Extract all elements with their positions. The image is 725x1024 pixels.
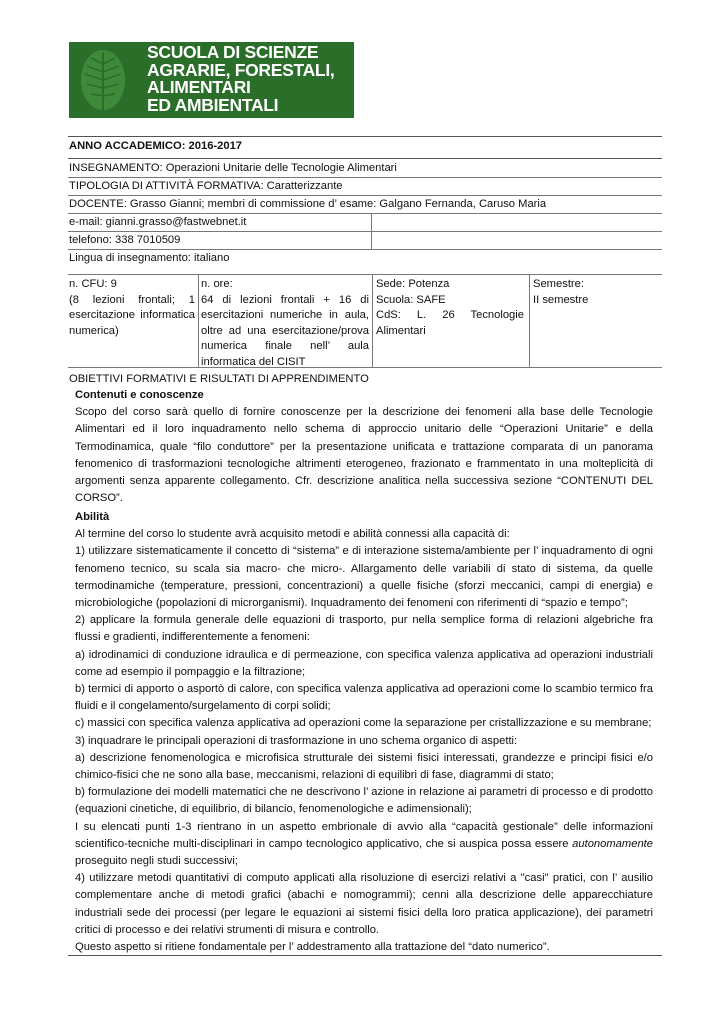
language: Lingua di insegnamento: italiano — [69, 252, 230, 264]
abilita-intro: Al termine del corso lo studente avrà acquisito metodi e abilità connessi alla capacità di: — [75, 528, 510, 541]
cfu-cell: n. CFU: 9 (8 lezioni frontali; 1 esercitazione informatica numerica) — [69, 278, 195, 337]
location-cell: Sede: Potenza Scuola: SAFE CdS: L. 26 Tecnologie Alimentari — [376, 278, 524, 337]
divider — [372, 275, 373, 367]
final-note: Questo aspetto si ritiene fondamentale per l’ addestramento alla trattazione del “dato numerico”. — [75, 941, 550, 954]
academic-year: ANNO ACCADEMICO: 2016-2017 — [69, 140, 243, 152]
course-name: INSEGNAMENTO: Operazioni Unitarie delle Tecnologie Alimentari — [68, 160, 662, 178]
abilita-point-2a: a) idrodinamici di conduzione idraulica e di permeazione, con specifica valenza applicativa ad operazioni industriali come ad esempio il pompaggio e la filtrazione; — [75, 648, 653, 678]
abilita-point-3: 3) inquadrare le principali operazioni di trasformazione in uno schema organico di aspetti: — [75, 734, 518, 747]
divider — [371, 213, 372, 250]
semester-cell: Semestre: II semestre — [533, 278, 589, 306]
divider — [68, 158, 662, 159]
school-name: SCUOLA DI SCIENZE AGRARIE, FORESTALI, ALIMENTARI ED AMBIENTALI — [147, 42, 335, 115]
divider — [198, 275, 199, 367]
email: e-mail: gianni.grasso@fastwebnet.it — [68, 214, 662, 232]
divider — [68, 955, 662, 956]
abilita-point-2: 2) applicare la formula generale delle equazioni di trasporto, pur nella semplice forma di relazioni algebriche fra flussi e gradienti, indifferentemente a fenomeni: — [75, 614, 653, 644]
contenuti-heading: Contenuti e conoscenze — [75, 389, 204, 401]
contenuti-text: Scopo del corso sarà quello di fornire conoscenze per la descrizione dei fenomeni alla base delle Tecnologie Alimentari ed il loro inquadramento nello schema di approccio unitario delle “Operazioni Unitarie” e della Termodinamica, quale “filo conduttore” per la presentazione unificata e trattazione comparata di un panorama fenomenico di trasformazioni tecnologiche altrimenti eterogeneo, frazionato e frammentato in una molteplicità di argomenti senza apparente collegamento. Cfr. descrizione analitica nella successiva sezione “CONTENUTI DEL CORSO”. — [75, 406, 653, 505]
abilita-point-2b: b) termici di apporto o asportò di calore, con specifica valenza applicativa ad operazioni come lo scambio termico fra fluidi e il congelamento/surgelamento di corpi solidi; — [75, 683, 653, 713]
abilita-section — [75, 509, 653, 956]
hours-cell: n. ore: 64 di lezioni frontali + 16 di esercitazioni numeriche in aula, oltre ad una esercitazione/prova numerica finale nell’ aula informatica del CISIT — [201, 278, 369, 368]
section-title: OBIETTIVI FORMATIVI E RISULTATI DI APPRENDIMENTO — [69, 373, 369, 385]
abilita-point-1: 1) utilizzare sistematicamente il concetto di “sistema” e di interazione sistema/ambiente per l’ inquadramento di ogni fenomeno tecnico, su scala sia macro- che micro-. Allargamento delle variabili di stato di sistema, da quelle termodinamiche (temperature, pressioni, concentrazioni) a quelle fisiche (sforzi meccanici, campi di energia) e microbiologiche (popolazioni di microrganismi). Inquadramento dei fenomeni con riferimenti di “spazio e tempo”; — [75, 545, 653, 610]
course-info-grid — [68, 274, 662, 368]
abilita-point-3b: b) formulazione dei modelli matematici che ne descrivono l’ azione in relazione ai parametri di processo e di prodotto (equazioni cinetiche, di equilibrio, di bilancio, fenomenologiche e adimensionali); — [75, 786, 653, 816]
contenuti-section — [75, 387, 653, 507]
divider — [529, 275, 530, 367]
abilita-point-4: 4) utilizzare metodi quantitativi di computo applicati alla risoluzione di esercizi relativi a "casi" pratici, con l’ ausilio complementare anche di metodi grafici (abachi e nomogrammi); cenni alla descrizione delle apparecchiature industriali sede dei processi (per legare le equazioni ai sistemi fisici della loro pratica applicazione), dei parametri critici di processo e dei relativi strumenti di misura e controllo. — [75, 872, 653, 936]
leaf-emblem-icon — [69, 42, 137, 118]
abilita-point-2c: c) massici con specifica valenza applicativa ad operazioni come la separazione per cristallizzazione e su membrane; — [75, 717, 652, 730]
teacher: DOCENTE: Grasso Gianni; membri di commissione d’ esame: Galgano Fernanda, Caruso Maria — [68, 196, 662, 214]
abilita-point-3a: a) descrizione fenomenologica e microfisica strutturale dei sistemi fisici interessati, grandezze e principi fisici e/o chimico-fisici che ne sono alla base, meccanismi, relazioni di equilibri di fase, diagrammi di stato; — [75, 751, 653, 782]
school-logo — [69, 42, 354, 118]
abilita-heading: Abilità — [75, 511, 110, 523]
gestionale-text: I su elencati punti 1-3 rientrano in un aspetto embrionale di avvio alla “capacità gestionale” delle informazioni scientifico-tecniche multi-disciplinari in campo tecnologico applicativo, che si auspica possa essere autonomamente proseguito negli studi successivi; — [75, 820, 653, 868]
phone: telefono: 338 7010509 — [68, 232, 662, 250]
divider — [68, 136, 662, 137]
activity-type: TIPOLOGIA DI ATTIVITÀ FORMATIVA: Caratterizzante — [68, 178, 662, 196]
